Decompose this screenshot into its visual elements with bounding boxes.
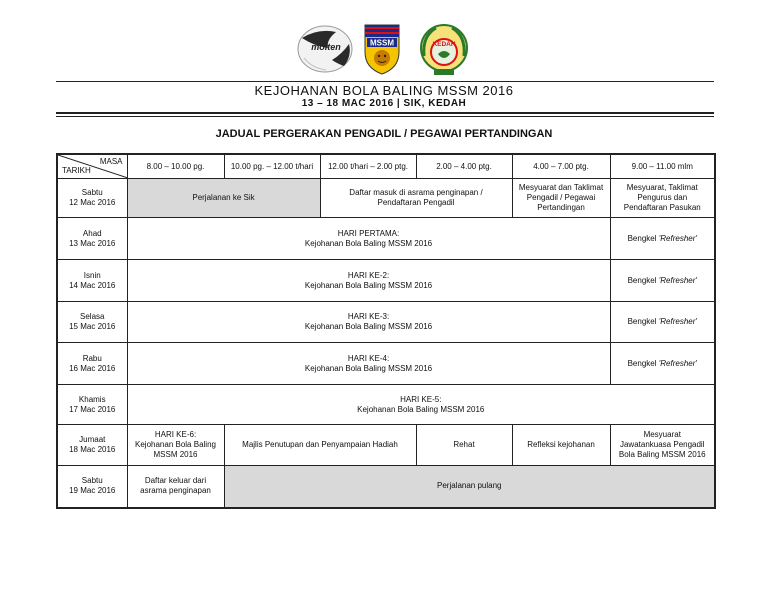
- date-label: 15 Mac 2016: [69, 322, 116, 331]
- time-header: 10.00 pg. – 12.00 t/hari: [224, 154, 320, 179]
- day-label: Ahad: [82, 228, 102, 238]
- document-title: KEJOHANAN BOLA BALING MSSM 2016: [254, 83, 514, 98]
- day-label: Rabu: [82, 353, 102, 363]
- date-label: 12 Mac 2016: [69, 198, 116, 207]
- header-rule-top: [56, 81, 714, 82]
- day-label: Khamis: [78, 394, 106, 404]
- svg-text:molten: molten: [311, 42, 341, 52]
- activity-cell: Rehat: [416, 425, 512, 466]
- day-label: Isnin: [83, 270, 101, 280]
- date-cell: [57, 385, 127, 425]
- mssm-logo: [362, 22, 402, 76]
- activity-cell: Refleksi kejohanan: [512, 425, 610, 466]
- day-label: Selasa: [80, 312, 105, 321]
- activity-cell: HARI KE-4: Kejohanan Bola Baling MSSM 2016: [127, 343, 610, 385]
- date-cell: [57, 179, 127, 218]
- date-label: 17 Mac 2016: [69, 404, 116, 414]
- date-cell: [57, 302, 127, 343]
- schedule-title: JADUAL PERGERAKAN PENGADIL / PEGAWAI PERTANDINGAN: [215, 128, 553, 140]
- date-cell: [57, 218, 127, 260]
- activity-cell: Mesyuarat, Taklimat Pengurus dan Pendaftaran Pasukan: [610, 179, 715, 218]
- activity-cell: Bengkel 'Refresher': [610, 260, 715, 302]
- activity-cell: HARI KE-2: Kejohanan Bola Baling MSSM 2016: [127, 260, 610, 302]
- activity-cell: Daftar keluar dari asrama penginapan: [127, 466, 224, 508]
- activity-cell: HARI KE-6: Kejohanan Bola Baling MSSM 2016: [127, 425, 224, 466]
- svg-text:MSSM: MSSM: [370, 38, 394, 48]
- activity-cell: Perjalanan ke Sik: [127, 179, 320, 218]
- corner-tarikh-label: TARIKH: [62, 166, 91, 175]
- document-subtitle: 13 – 18 MAC 2016 | SIK, KEDAH: [301, 98, 467, 109]
- date-cell: [57, 466, 127, 508]
- date-label: 18 Mac 2016: [69, 445, 116, 454]
- schedule-table: [56, 153, 716, 509]
- time-header: 12.00 t/hari – 2.00 ptg.: [320, 154, 416, 179]
- activity-cell: Mesyuarat dan Taklimat Pengadil / Pegawai Pertandingan: [512, 179, 610, 218]
- table-row: [57, 218, 715, 260]
- table-row: [57, 343, 715, 385]
- time-header: 8.00 – 10.00 pg.: [127, 154, 224, 179]
- activity-cell: Daftar masuk di asrama penginapan / Pendaftaran Pengadil: [320, 179, 512, 218]
- activity-cell: HARI KE-5: Kejohanan Bola Baling MSSM 2016: [127, 385, 715, 425]
- header-rule-bottom: [56, 112, 714, 114]
- table-row: [57, 425, 715, 466]
- activity-cell: HARI PERTAMA: Kejohanan Bola Baling MSSM 2016: [127, 218, 610, 260]
- time-header: 9.00 – 11.00 mlm: [610, 154, 715, 179]
- table-row: [57, 302, 715, 343]
- table-row: [57, 179, 715, 218]
- date-cell: [57, 343, 127, 385]
- logo-bar: [0, 20, 768, 80]
- header-rule-bottom-thin: [56, 116, 714, 117]
- activity-cell: Mesyuarat Jawatankuasa Pengadil Bola Baling MSSM 2016: [610, 425, 715, 466]
- activity-cell: Majlis Penutupan dan Penyampaian Hadiah: [224, 425, 416, 466]
- activity-cell: Bengkel 'Refresher': [610, 218, 715, 260]
- day-label: Jumaat: [79, 435, 106, 444]
- activity-cell: HARI KE-3: Kejohanan Bola Baling MSSM 2016: [127, 302, 610, 343]
- date-cell: [57, 260, 127, 302]
- table-row: [57, 385, 715, 425]
- corner-header-cell: [57, 154, 127, 179]
- date-cell: [57, 425, 127, 466]
- kedah-logo: [418, 22, 470, 78]
- table-row: [57, 260, 715, 302]
- svg-text:KEDAH: KEDAH: [432, 41, 456, 48]
- activity-cell: Bengkel 'Refresher': [610, 302, 715, 343]
- activity-cell: Bengkel 'Refresher': [610, 343, 715, 385]
- corner-masa-label: MASA: [99, 157, 123, 166]
- day-label: Sabtu: [81, 476, 103, 486]
- date-label: 14 Mac 2016: [69, 280, 116, 290]
- date-label: 16 Mac 2016: [69, 363, 116, 373]
- handball-logo: [296, 24, 354, 74]
- day-label: Sabtu: [81, 188, 103, 197]
- date-label: 13 Mac 2016: [69, 238, 116, 248]
- time-header: 2.00 – 4.00 ptg.: [416, 154, 512, 179]
- date-label: 19 Mac 2016: [69, 486, 116, 496]
- header-row: [57, 154, 715, 179]
- time-header: 4.00 – 7.00 ptg.: [512, 154, 610, 179]
- activity-cell: Perjalanan pulang: [224, 466, 715, 508]
- table-row: [57, 466, 715, 508]
